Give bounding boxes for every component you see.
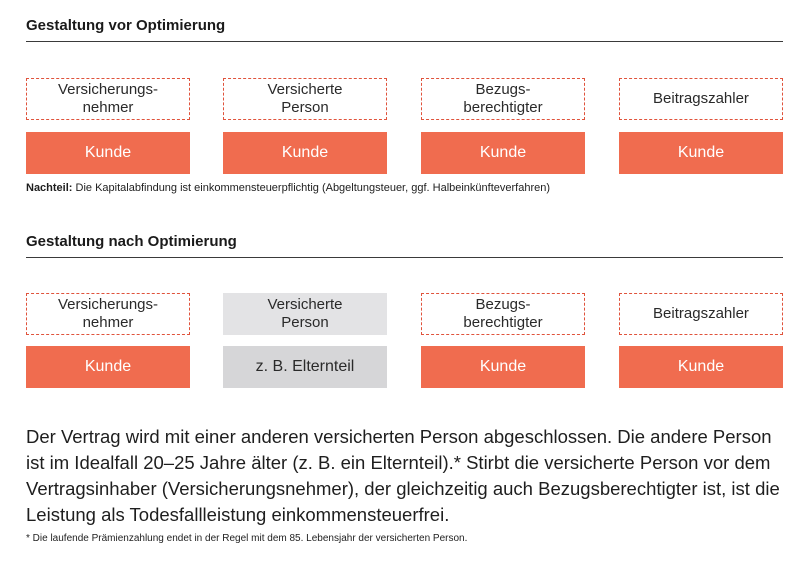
disadvantage-note — [26, 182, 550, 194]
section-title-before: Gestaltung vor Optimierung — [26, 17, 226, 34]
divider — [26, 41, 783, 42]
insured-person-value: Kunde — [223, 132, 387, 174]
beneficiary-value: Kunde — [421, 346, 585, 388]
divider — [26, 257, 783, 258]
premium-payer-value: Kunde — [619, 132, 783, 174]
section-title-after: Gestaltung nach Optimierung — [26, 233, 237, 250]
role-beneficiary: Bezugs- berechtigter — [421, 293, 585, 335]
role-policyholder: Versicherungs- nehmer — [26, 78, 190, 120]
premium-payer-value: Kunde — [619, 346, 783, 388]
role-premium-payer: Beitragszahler — [619, 78, 783, 120]
role-insured-person: Versicherte Person — [223, 293, 387, 335]
role-premium-payer: Beitragszahler — [619, 293, 783, 335]
insured-person-value: z. B. Elternteil — [223, 346, 387, 388]
policyholder-value: Kunde — [26, 346, 190, 388]
note-label: Nachteil: — [26, 182, 73, 194]
role-insured-person: Versicherte Person — [223, 78, 387, 120]
explanation-paragraph: Der Vertrag wird mit einer anderen versicherten Person abgeschlossen. Die andere Person ist im Idealfall 20–25 Jahre älter (z. B. ein Elternteil).* Stirbt die versicherte Person vor dem Vertragsinhaber (Versicherungsnehmer), der gleichzeitig auch Bezugsberechtigter ist, ist die Leistung als Todesfallleistung einkommensteuerfrei. — [26, 426, 780, 525]
footnote: * Die laufende Prämienzahlung endet in der Regel mit dem 85. Lebensjahr der versicherten Person. — [26, 533, 468, 544]
role-policyholder: Versicherungs- nehmer — [26, 293, 190, 335]
policyholder-value: Kunde — [26, 132, 190, 174]
beneficiary-value: Kunde — [421, 132, 585, 174]
role-beneficiary: Bezugs- berechtigter — [421, 78, 585, 120]
note-text: Die Kapitalabfindung ist einkommensteuerpflichtig (Abgeltungsteuer, ggf. Halbeinkünfteverfahren) — [72, 182, 551, 194]
